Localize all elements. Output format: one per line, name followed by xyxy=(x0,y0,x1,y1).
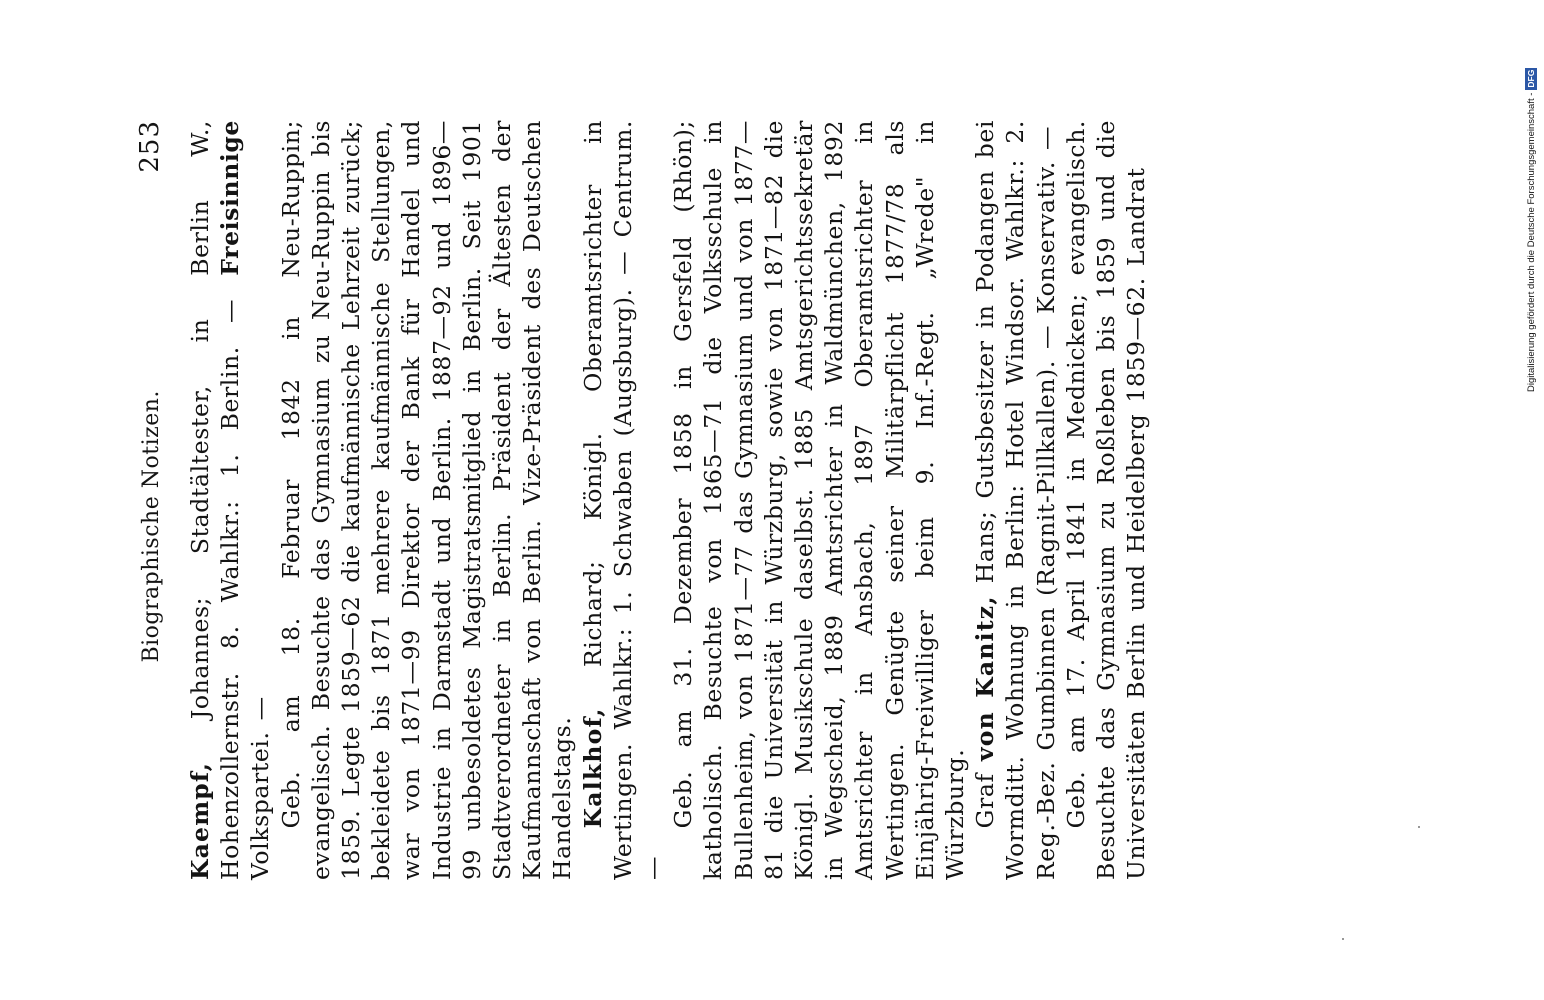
dfg-logo: DFG xyxy=(1526,69,1536,88)
digitization-credit xyxy=(1524,12,1538,392)
running-title: Biographische Notizen. xyxy=(139,390,164,663)
entry-kalkhof xyxy=(578,120,971,880)
entry-summary: Johannes; Stadtältester, in Berlin W., Hohenzollernstr. 8. Wahlkr.: 1. Berlin. — xyxy=(186,120,245,880)
entry-biography: Geb. am 18. Februar 1842 in Neu-Ruppin; evangelisch. Besuchte das Gymnasium zu Neu-Ruppin bis 1859. Legte 1859—62 die kaufmännische Lehrzeit zurück; bekleidete bis 1871 mehrere kaufmännische Stellungen, war von 1871—99 Direktor der Bank für Handel und Industrie in Darmstadt und Berlin. 1887—92 und 1896—99 unbesoldetes Magistratsmitglied in Berlin. Seit 1901 Stadtverordneter in Berlin. Präsident der Ältesten der Kaufmannschaft von Berlin. Vize-Präsident des Deutschen Handelstags. xyxy=(276,120,577,880)
entry-name: von Kanitz, xyxy=(971,595,1000,762)
entry-biography: Geb. am 31. Dezember 1858 in Gersfeld (Rhön); katholisch. Besuchte von 1865—71 die Volksschule in Bullenheim, von 1871—77 das Gymnasium und von 1877—81 die Universität in Würzburg, sowie von 1871—82 die Königl. Musikschule daselbst. 1885 Amtsgerichtssekretär in Wegscheid, 1889 Amtsrichter in Waldmünchen, 1892 Amtsrichter in Ansbach, 1897 Oberamtsrichter in Wertingen. Genügte seiner Militärpflicht 1877/78 als Einjährig-Freiwilliger beim 9. Inf.-Regt. „Wrede" in Würzburg. xyxy=(669,120,970,880)
entry-biography: Geb. am 17. April 1841 in Mednicken; evangelisch. Besuchte das Gymnasium zu Roßleben bis 1859 und die Universitäten Berlin und Heidelberg 1859—62. Landrat xyxy=(1061,120,1151,880)
page-number: 253 xyxy=(135,120,165,173)
entry-heading xyxy=(970,120,1061,880)
entry-summary: Richard; Königl. Oberamtsrichter in Wertingen. Wahlkr.: 1. Schwaben (Augsburg). — Centrum. — xyxy=(578,120,668,880)
entry-kanitz xyxy=(970,120,1151,880)
entry-summary-end: Volkspartei. — xyxy=(246,696,275,880)
entry-heading xyxy=(185,120,276,880)
entry-summary: Hans; Gutsbesitzer in Podangen bei Wormditt. Wohnung in Berlin: Hotel Windsor. Wahlkr.: 2. Reg.-Bez. Gumbinnen (Ragnit-Pillkallen). — Konservativ. — xyxy=(971,120,1060,880)
entry-heading xyxy=(578,120,669,880)
scan-speck xyxy=(1342,938,1344,940)
entry-prefix: Graf xyxy=(971,761,1000,829)
credit-text: Digitalisierung gefördert durch die Deutsche Forschungsgemeinschaft - xyxy=(1525,92,1537,392)
scan-speck xyxy=(1418,826,1420,828)
entry-name: Kalkhof, xyxy=(578,707,607,829)
page-header xyxy=(135,120,171,880)
entry-party: Freisinnige xyxy=(216,120,245,276)
entry-name: Kaempf, xyxy=(186,761,214,880)
page-body xyxy=(185,120,1152,880)
entry-kaempf xyxy=(185,120,578,880)
rotated-page-content xyxy=(135,120,1385,880)
